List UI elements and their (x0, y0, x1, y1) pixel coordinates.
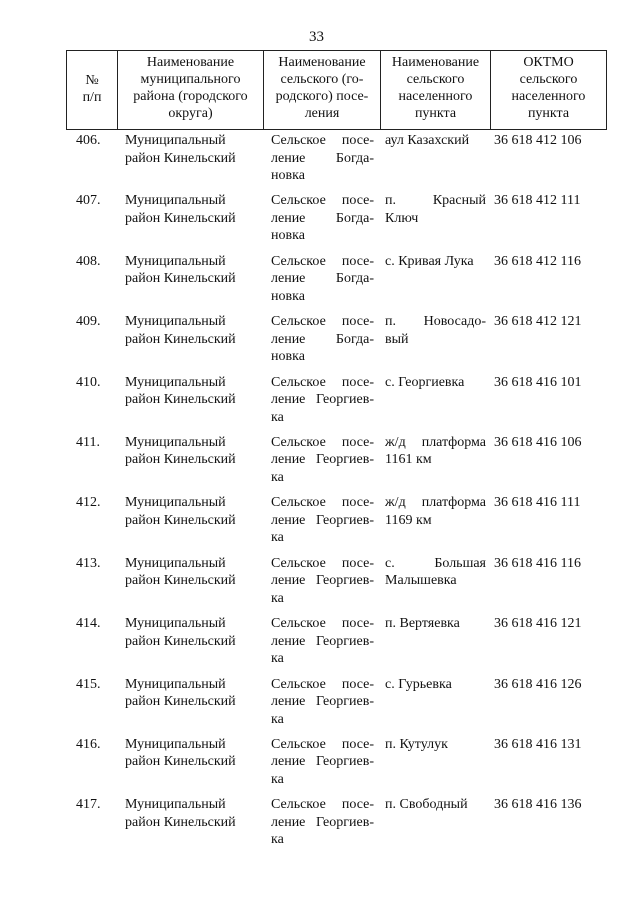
header-line: Наименование (391, 55, 480, 70)
district-name-line: район Кинельский (125, 814, 236, 830)
settlement-name-line: новка (271, 288, 305, 304)
locality-name (380, 372, 490, 432)
settlement-name (263, 674, 380, 734)
settlement-name-line: ка (271, 651, 284, 667)
row-number: 411. (76, 434, 100, 450)
oktmo-code: 36 618 416 106 (494, 434, 582, 450)
settlement-name (263, 311, 380, 371)
row-number: 417. (76, 797, 101, 813)
settlement-name-line: ление Богда- (271, 331, 374, 347)
oktmo-code: 36 618 416 131 (494, 736, 582, 752)
settlement-name-line: Сельское посе- (271, 314, 374, 330)
district-name-line: район Кинельский (125, 210, 236, 226)
district-name-line: Муниципальный (125, 736, 226, 752)
locality-name (380, 553, 490, 613)
district-name-line: Муниципальный (125, 676, 226, 692)
locality-name-line: 1161 км (385, 452, 432, 468)
district-name-line: Муниципальный (125, 374, 226, 390)
oktmo-code: 36 618 416 116 (494, 555, 581, 571)
locality-name (380, 492, 490, 552)
settlement-name-line: новка (271, 349, 305, 365)
district-name-line: район Кинельский (125, 150, 236, 166)
settlement-name-line: Сельское посе- (271, 616, 374, 632)
row-number: 409. (76, 314, 101, 330)
header-line: муниципального (140, 72, 241, 87)
district-name (117, 311, 263, 371)
row-number: 408. (76, 253, 101, 269)
header-line: ления (304, 106, 340, 121)
locality-name-line: ж/д платформа (385, 434, 486, 450)
settlement-name-line: ка (271, 469, 284, 485)
oktmo-code: 36 618 412 116 (494, 253, 581, 269)
district-name (117, 492, 263, 552)
settlement-name-line: Сельское посе- (271, 253, 374, 269)
header-locality (380, 51, 490, 129)
settlement-name-line: ление Георгиев- (271, 392, 374, 408)
locality-name-line: Ключ (385, 210, 419, 226)
settlement-name-line: ление Георгиев- (271, 694, 374, 710)
district-name-line: район Кинельский (125, 452, 236, 468)
district-name (117, 674, 263, 734)
district-name (117, 432, 263, 492)
row-number: 410. (76, 374, 101, 390)
settlement-name (263, 613, 380, 673)
settlement-name-line: Сельское посе- (271, 495, 374, 511)
district-name (117, 553, 263, 613)
settlement-name (263, 130, 380, 190)
district-name-line: Муниципальный (125, 193, 226, 209)
row-number: 407. (76, 193, 101, 209)
settlement-name-line: ление Георгиев- (271, 814, 374, 830)
header-line: округа) (168, 106, 213, 121)
settlement-name-line: ка (271, 590, 284, 606)
header-oktmo (490, 51, 607, 129)
settlement-name-line: Сельское посе- (271, 374, 374, 390)
settlement-name-line: Сельское посе- (271, 434, 374, 450)
row-number: 413. (76, 555, 101, 571)
district-name-line: Муниципальный (125, 133, 226, 148)
locality-name (380, 130, 490, 190)
district-name (117, 794, 263, 854)
district-name (117, 251, 263, 311)
settlement-name-line: ка (271, 771, 284, 787)
settlement-name-line: Сельское посе- (271, 193, 374, 209)
locality-name (380, 251, 490, 311)
oktmo-code: 36 618 412 121 (494, 314, 582, 330)
locality-name-line: 1169 км (385, 512, 432, 528)
locality-name-line: Малышевка (385, 573, 457, 589)
header-line: населенного (398, 89, 473, 104)
settlement-name-line: ление Георгиев- (271, 754, 374, 770)
settlement-name-line: ление Богда- (271, 210, 374, 226)
locality-name-line: п. Свободный (385, 797, 468, 813)
table-row (66, 190, 607, 250)
table-header (66, 50, 607, 130)
header-line: ОКТМО (523, 55, 574, 70)
district-name (117, 372, 263, 432)
settlement-name-line: ка (271, 711, 284, 727)
header-line: п/п (82, 90, 102, 105)
settlement-name-line: ка (271, 530, 284, 546)
header-line: Наименование (278, 55, 366, 70)
settlement-name (263, 492, 380, 552)
settlement-name (263, 372, 380, 432)
settlement-name-line: ление Георгиев- (271, 633, 374, 649)
district-name (117, 130, 263, 190)
district-name-line: район Кинельский (125, 694, 236, 710)
settlement-name (263, 251, 380, 311)
header-line: сельского (406, 72, 465, 87)
locality-name-line: п. Кутулук (385, 736, 448, 752)
oktmo-code: 36 618 412 106 (494, 133, 582, 148)
locality-name (380, 613, 490, 673)
district-name (117, 613, 263, 673)
oktmo-code: 36 618 416 136 (494, 797, 582, 813)
header-number (66, 51, 117, 129)
district-name-line: Муниципальный (125, 797, 226, 813)
district-name-line: район Кинельский (125, 392, 236, 408)
row-number: 406. (76, 133, 101, 148)
settlement-name-line: Сельское посе- (271, 676, 374, 692)
locality-name (380, 432, 490, 492)
settlement-name (263, 190, 380, 250)
table-row (66, 674, 607, 734)
settlement-name (263, 553, 380, 613)
district-name-line: район Кинельский (125, 331, 236, 347)
locality-name (380, 794, 490, 854)
district-name-line: район Кинельский (125, 512, 236, 528)
district-name-line: Муниципальный (125, 434, 226, 450)
table-row (66, 432, 607, 492)
oktmo-code: 36 618 416 111 (494, 495, 581, 511)
district-name-line: Муниципальный (125, 555, 226, 571)
settlement-name (263, 794, 380, 854)
locality-name (380, 311, 490, 371)
locality-name-line: с. Кривая Лука (385, 253, 474, 269)
district-name-line: район Кинельский (125, 754, 236, 770)
locality-name-line: п. Вертяевка (385, 616, 460, 632)
district-name-line: Муниципальный (125, 314, 226, 330)
locality-name-line: с. Большая (385, 555, 486, 571)
settlement-name-line: ление Богда- (271, 271, 374, 287)
settlement-name-line: ка (271, 409, 284, 425)
settlement-name-line: ление Георгиев- (271, 452, 374, 468)
locality-name-line: аул Казахский (385, 133, 470, 148)
district-name-line: район Кинельский (125, 271, 236, 287)
settlement-name-line: ка (271, 832, 284, 848)
locality-name-line: вый (385, 331, 409, 347)
district-name-line: район Кинельский (125, 573, 236, 589)
table-row (66, 492, 607, 552)
page-number: 33 (309, 29, 324, 45)
table-row (66, 613, 607, 673)
settlement-name-line: Сельское посе- (271, 555, 374, 571)
settlement-name (263, 432, 380, 492)
locality-name-line: с. Георгиевка (385, 374, 465, 390)
settlement-name-line: новка (271, 228, 305, 244)
settlements-table (66, 50, 607, 855)
table-row (66, 794, 607, 854)
locality-name (380, 674, 490, 734)
table-row (66, 130, 607, 190)
district-name (117, 734, 263, 794)
header-line: района (городского (133, 89, 248, 104)
settlement-name-line: новка (271, 168, 305, 183)
settlement-name-line: Сельское посе- (271, 797, 374, 813)
header-line: Наименование (146, 55, 235, 70)
table-row (66, 372, 607, 432)
district-name-line: Муниципальный (125, 253, 226, 269)
district-name-line: Муниципальный (125, 616, 226, 632)
table-row (66, 311, 607, 371)
district-name (117, 190, 263, 250)
locality-name (380, 734, 490, 794)
locality-name-line: п. Красный (385, 193, 486, 209)
oktmo-code: 36 618 412 111 (494, 193, 581, 209)
header-line: сельского (го- (280, 72, 364, 87)
header-line: сельского (519, 72, 578, 87)
row-number: 414. (76, 616, 101, 632)
settlement-name-line: ление Георгиев- (271, 573, 374, 589)
district-name-line: район Кинельский (125, 633, 236, 649)
table-row (66, 734, 607, 794)
header-district (117, 51, 263, 129)
oktmo-code: 36 618 416 101 (494, 374, 582, 390)
settlement-name (263, 734, 380, 794)
header-line: пункта (527, 106, 570, 121)
header-line: пункта (414, 106, 457, 121)
header-settlement (263, 51, 380, 129)
row-number: 415. (76, 676, 101, 692)
table-body (66, 130, 607, 855)
locality-name (380, 190, 490, 250)
settlement-name-line: ление Георгиев- (271, 512, 374, 528)
row-number: 412. (76, 495, 101, 511)
row-number: 416. (76, 736, 101, 752)
district-name-line: Муниципальный (125, 495, 226, 511)
header-line: № (85, 73, 99, 88)
locality-name-line: с. Гурьевка (385, 676, 452, 692)
table-row (66, 553, 607, 613)
oktmo-code: 36 618 416 121 (494, 616, 582, 632)
header-line: населенного (511, 89, 586, 104)
settlement-name-line: Сельское посе- (271, 133, 374, 148)
settlement-name-line: ление Богда- (271, 150, 374, 166)
oktmo-code: 36 618 416 126 (494, 676, 582, 692)
settlement-name-line: Сельское посе- (271, 736, 374, 752)
locality-name-line: ж/д платформа (385, 495, 486, 511)
header-line: родского) посе- (275, 89, 369, 104)
locality-name-line: п. Новосадо- (385, 314, 486, 330)
table-row (66, 251, 607, 311)
